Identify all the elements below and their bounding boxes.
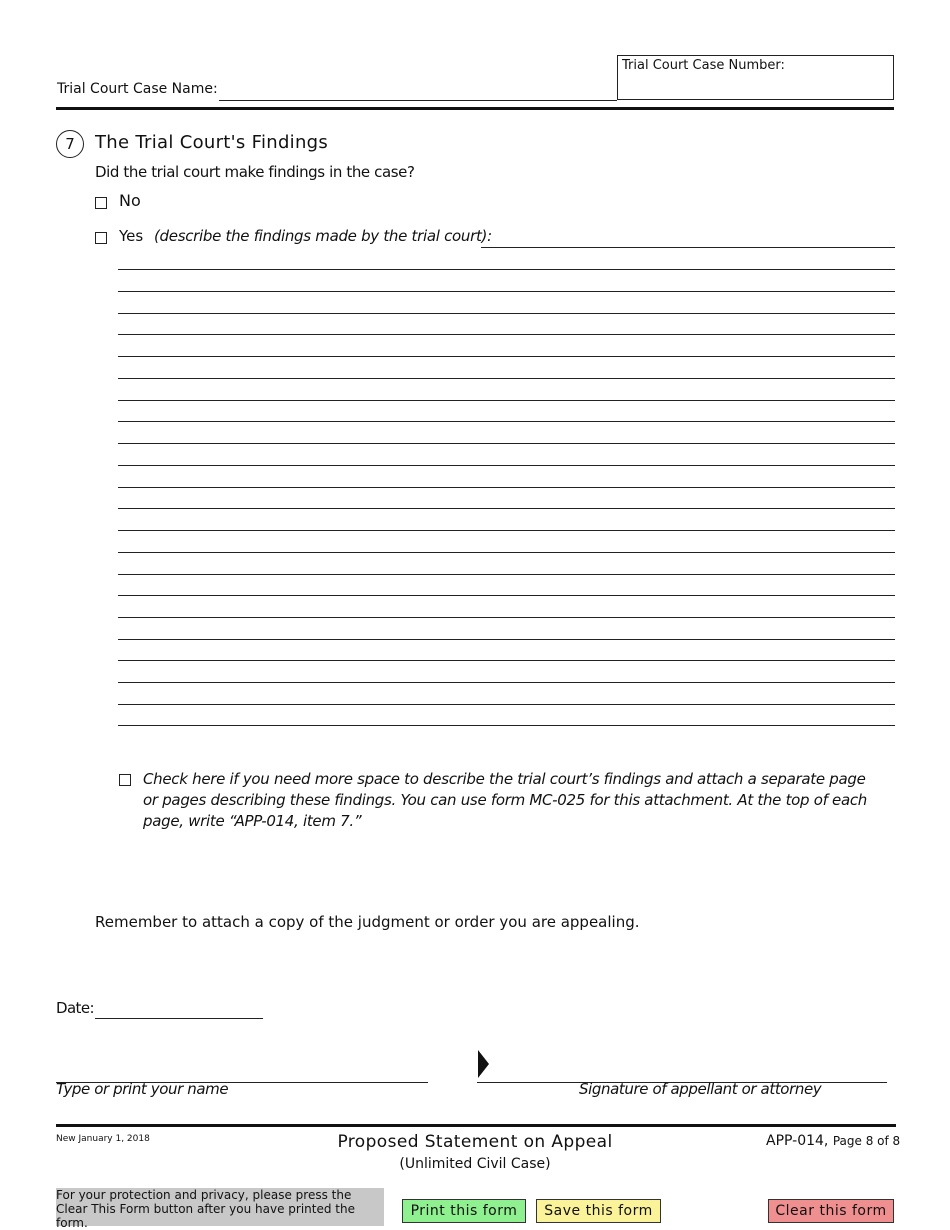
form-title: Proposed Statement on Appeal [337, 1132, 613, 1152]
date-label: Date: [56, 999, 94, 1017]
header-rule [56, 107, 894, 110]
case-name-label: Trial Court Case Name: [57, 81, 218, 97]
case-number-box[interactable] [617, 55, 894, 100]
print-button[interactable]: Print this form [402, 1199, 526, 1223]
date-field[interactable] [95, 998, 263, 1019]
form-subtitle: (Unlimited Civil Case) [399, 1156, 551, 1172]
more-space-text: Check here if you need more space to describe the trial court’s findings and attach a separate page or pages describing these findings. You can use form MC-025 for this attachment. At the top of each page, write “APP-014, item 7.” [143, 770, 868, 830]
save-button[interactable]: Save this form [536, 1199, 661, 1223]
privacy-note: For your protection and privacy, please press the Clear This Form button after you have printed the form. [56, 1188, 384, 1226]
form-id-text: APP-014, [766, 1133, 829, 1149]
revision-date: New January 1, 2018 [56, 1134, 150, 1144]
findings-question: Did the trial court make findings in the case? [95, 163, 415, 181]
form-id [766, 1133, 900, 1149]
clear-button[interactable]: Clear this form [768, 1199, 894, 1223]
no-label: No [119, 191, 141, 210]
name-caption: Type or print your name [56, 1080, 229, 1098]
page-info: Page 8 of 8 [832, 1134, 901, 1148]
name-field[interactable] [56, 1052, 428, 1083]
yes-checkbox[interactable] [95, 232, 107, 244]
section-number: 7 [56, 130, 84, 158]
footer-rule [56, 1124, 896, 1127]
reminder-text: Remember to attach a copy of the judgment or order you are appealing. [95, 913, 640, 931]
case-name-field[interactable] [219, 80, 617, 101]
signature-caption: Signature of appellant or attorney [579, 1080, 822, 1098]
yes-label: Yes [119, 227, 144, 245]
signature-field[interactable] [477, 1052, 887, 1083]
yes-hint: (describe the findings made by the trial court): [154, 227, 492, 245]
case-number-label: Trial Court Case Number: [622, 58, 785, 73]
findings-textarea[interactable] [118, 248, 895, 726]
section-title: The Trial Court's Findings [95, 132, 329, 153]
no-checkbox[interactable] [95, 197, 107, 209]
more-space-checkbox[interactable] [119, 774, 131, 786]
